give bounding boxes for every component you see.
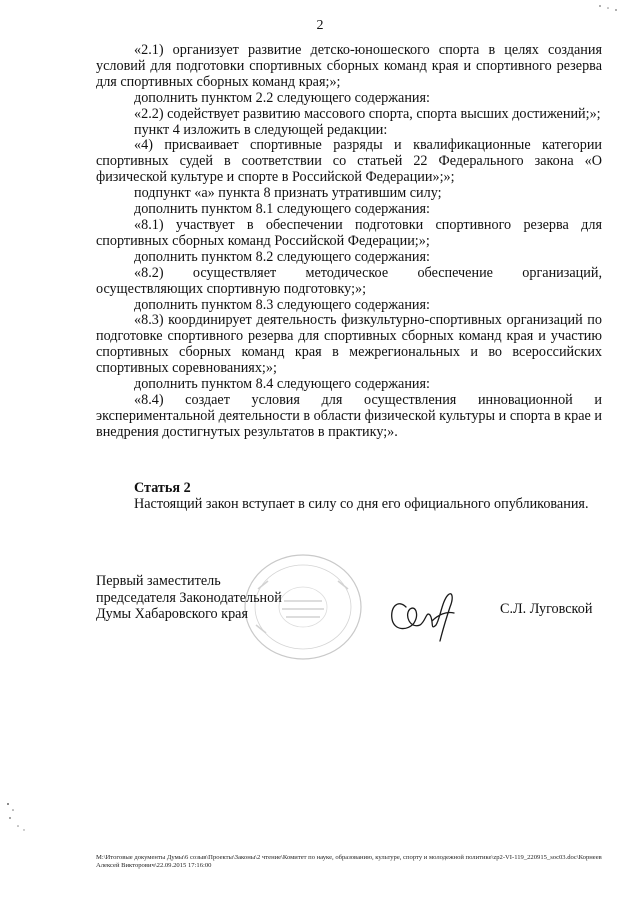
paragraph-add-8-2: дополнить пунктом 8.2 следующего содержания: — [134, 248, 430, 265]
signer-title-line-2: председателя Законодательной — [96, 589, 282, 606]
paragraph-8-1: «8.1) участвует в обеспечении подготовки спортивного резерва для спортивных сборных команд Российской Федерации;»; — [96, 216, 602, 249]
paragraph-add-2-2: дополнить пунктом 2.2 следующего содержания: — [134, 89, 430, 106]
scan-mark — [4, 796, 32, 836]
paragraph-8-2: «8.2) осуществляет методическое обеспечение организаций, осуществляющих спортивную подготовку;»; — [96, 264, 602, 297]
scan-mark — [596, 0, 626, 14]
handwritten-signature — [386, 585, 466, 645]
signer-name: С.Л. Луговской — [500, 601, 593, 617]
file-path-footer: M:\Итоговые документы Думы\6 созыв\Проекты\Законы\2 чтение\Комитет по науке, образованию, культуре, спорту и молодежной политике\zp2-VI-119_220915_soc03.doc\Корнеев Алексей Викторович\22.09.2015 17:16:00 — [96, 854, 602, 870]
signer-title-line-3: Думы Хабаровского края — [96, 606, 248, 622]
paragraph-8-4: «8.4) создает условия для осуществления инновационной и экспериментальной деятельности в области физической культуры и спорта в крае и внедрения достигнутых результатов в практику;». — [96, 391, 602, 440]
paragraph-add-8-4: дополнить пунктом 8.4 следующего содержания: — [134, 376, 430, 393]
paragraph-4: «4) присваивает спортивные разряды и квалификационные категории спортивных судей в соответствии со статьей 22 Федерального закона «О физической культуре и спорте в Российской Федерации»;»; — [96, 137, 602, 186]
signer-title — [96, 573, 282, 623]
paragraph-item-4: пункт 4 изложить в следующей редакции: — [134, 121, 388, 138]
paragraph-2-1: «2.1) организует развитие детско-юношеского спорта в целях создания условий для подготовки спортивных сборных команд края и спортивного резерва для спортивных сборных команд края;»; — [96, 42, 602, 90]
paragraph-2-2: «2.2) содействует развитию массового спорта, спорта высших достижений;»; — [134, 105, 601, 122]
signer-title-line-1: Первый заместитель — [96, 573, 221, 589]
amendments-text — [96, 43, 602, 441]
page-number: 2 — [316, 18, 324, 33]
article-text: Настоящий закон вступает в силу со дня его официального опубликования. — [134, 496, 589, 512]
paragraph-8a: подпункт «а» пункта 8 признать утратившим силу; — [134, 185, 442, 202]
paragraph-add-8-1: дополнить пунктом 8.1 следующего содержания: — [134, 201, 430, 218]
paragraph-add-8-3: дополнить пунктом 8.3 следующего содержания: — [134, 296, 430, 313]
paragraph-8-3: «8.3) координирует деятельность физкультурно-спортивных организаций по подготовке спортивного резерва для спортивных сборных команд края и участию спортивных сборных команд края в межрегиональных и во всероссийских спортивных соревнованиях;»; — [96, 312, 602, 377]
article-heading: Статья 2 — [134, 480, 191, 496]
